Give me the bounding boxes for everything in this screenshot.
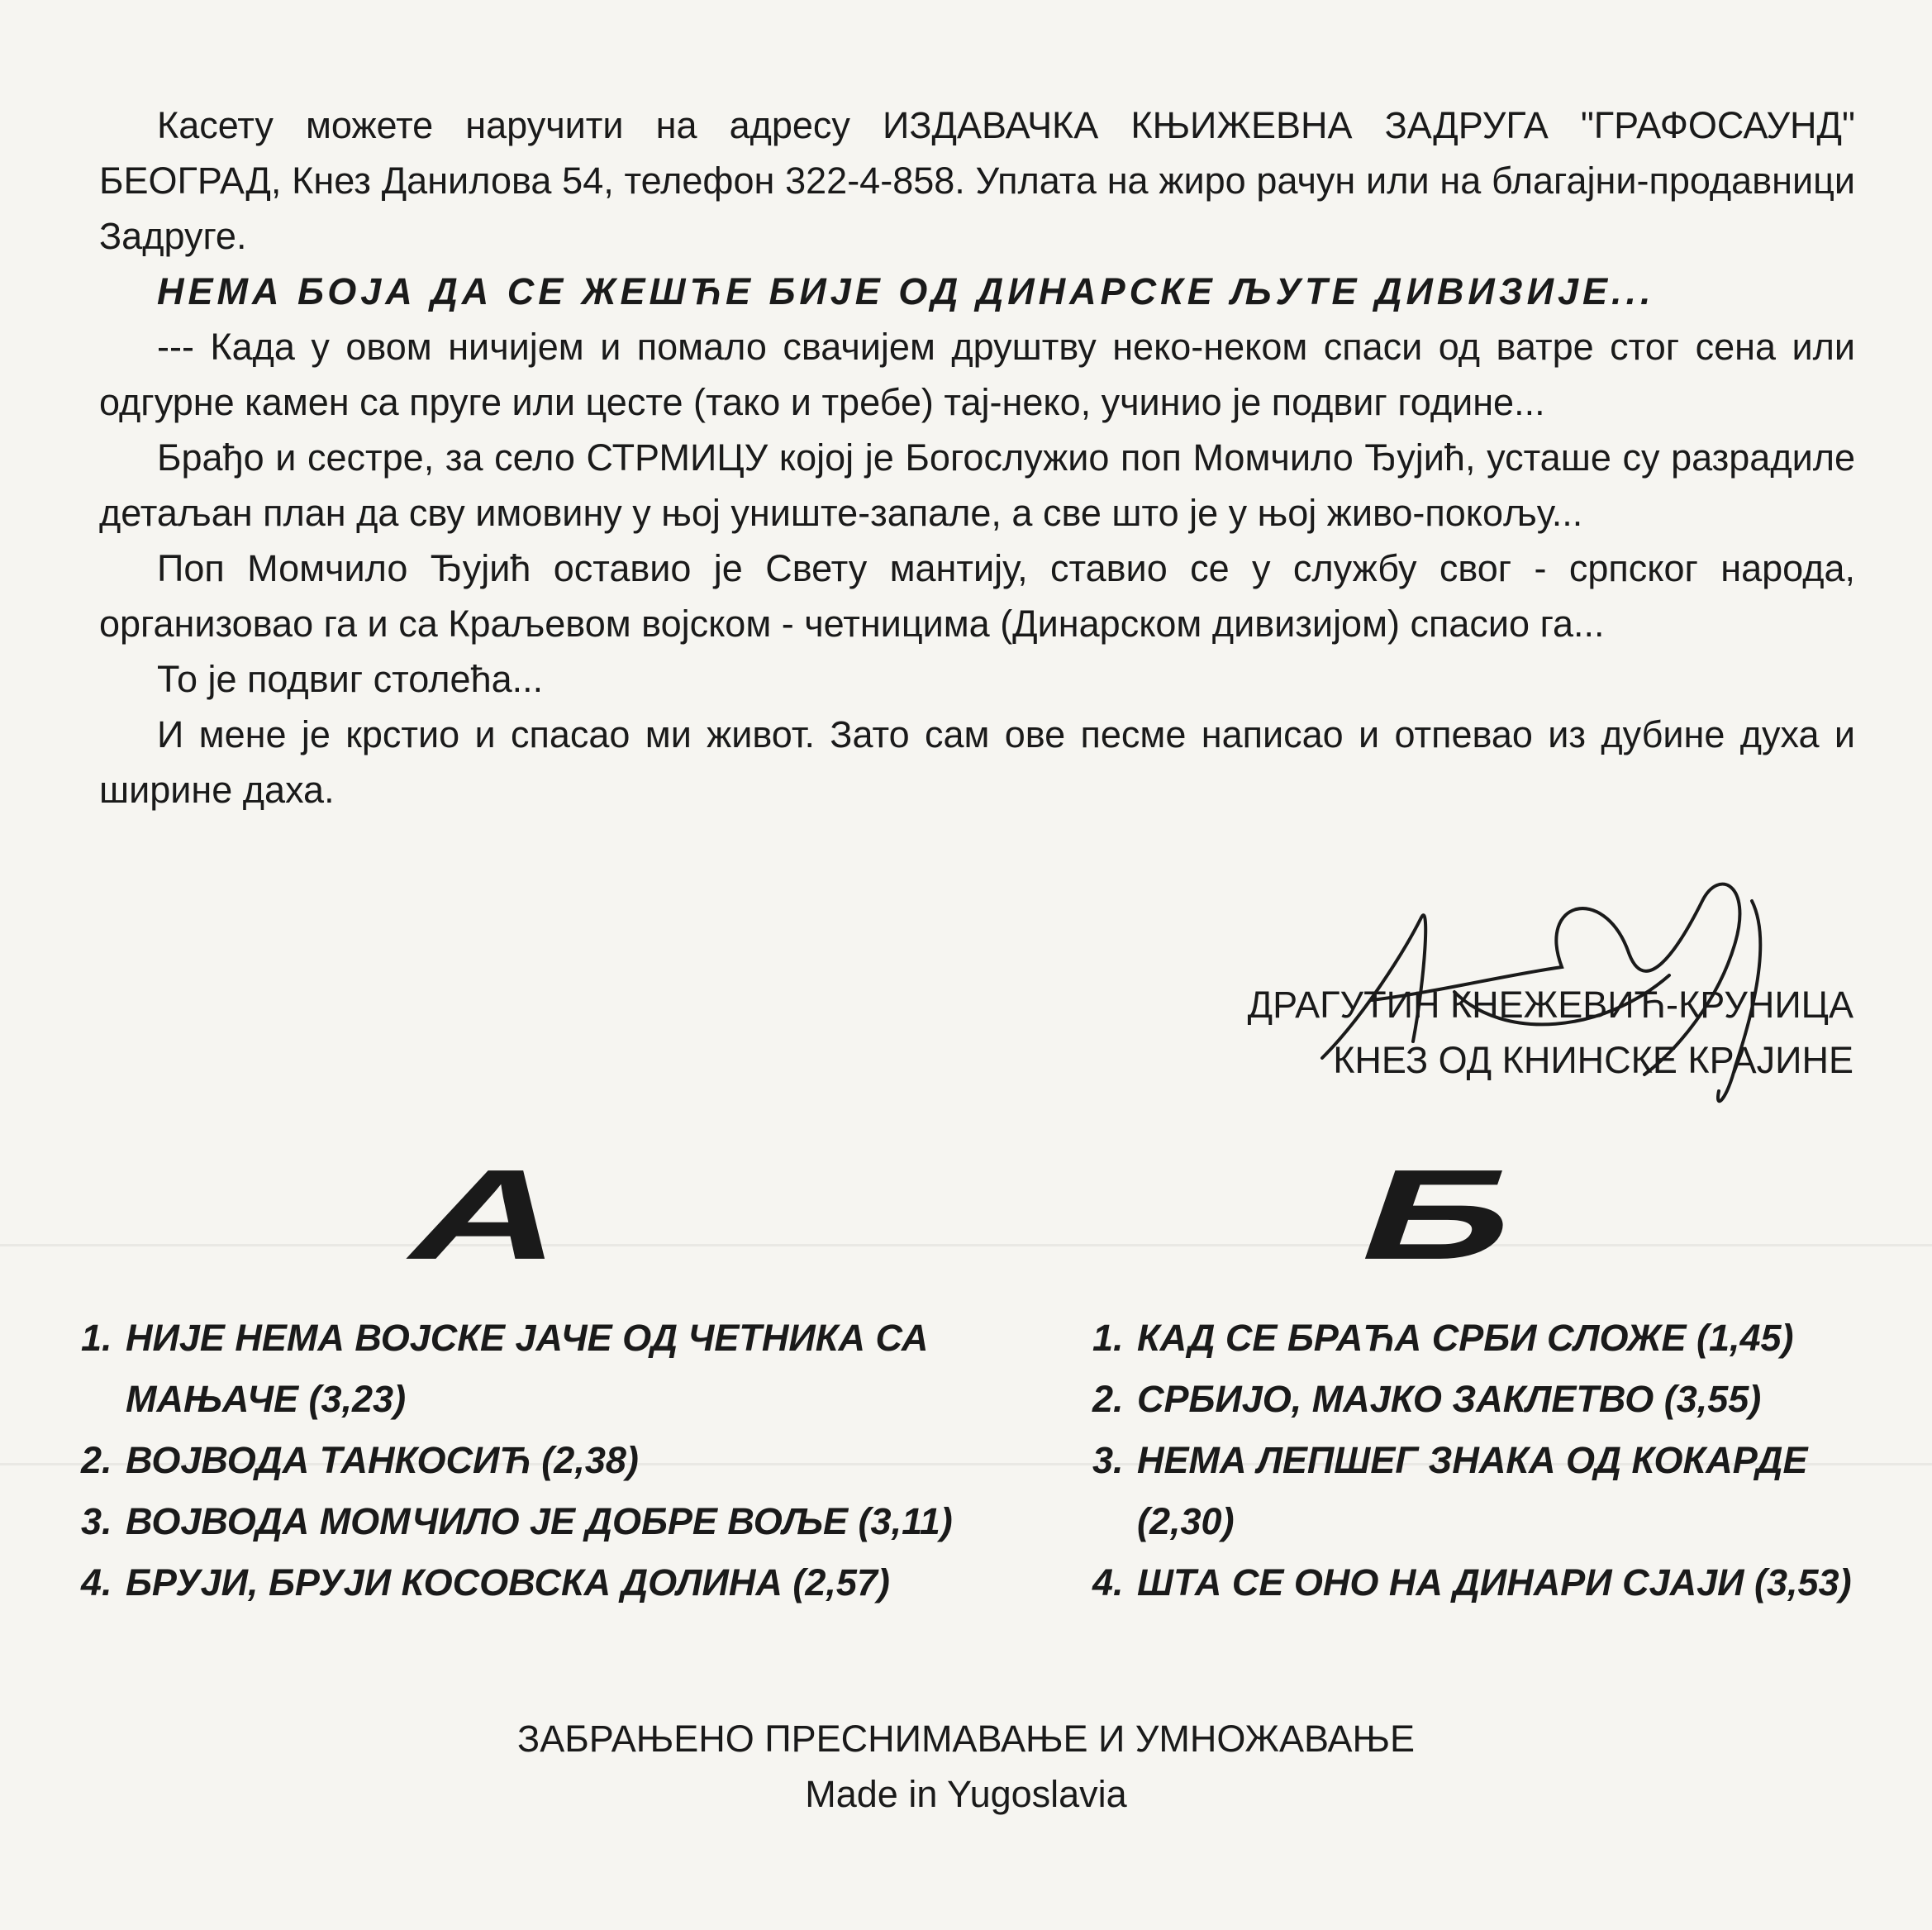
track-number: 2. (1092, 1378, 1124, 1420)
copyright-notice: ЗАБРАЊЕНО ПРЕСНИМАВАЊЕ И УМНОЖАВАЊЕ (517, 1718, 1415, 1760)
track-item (81, 1552, 1015, 1613)
liner-notes (99, 98, 1855, 817)
track-item (81, 1308, 1015, 1430)
track-title: ВОЈВОДА ТАНКОСИЋ (2,38) (126, 1439, 639, 1481)
track-number: 3. (1092, 1439, 1124, 1481)
motto-heading: НЕМА БОЈА ДА СЕ ЖЕШЋЕ БИЈЕ ОД ДИНАРСКЕ ЉУТЕ ДИВИЗИЈЕ... (157, 270, 1655, 312)
track-title: ВОЈВОДА МОМЧИЛО ЈЕ ДОБРЕ ВОЉЕ (3,11) (126, 1500, 953, 1542)
notes-paragraph: Поп Момчило Ђујић оставио је Свету мантију, ставио се у службу свог - српског народа, организовао га и са Краљевом војском - четницима (Динарском дивизијом) спасио га... (99, 547, 1855, 645)
track-number: 1. (81, 1317, 112, 1359)
track-number: 4. (1092, 1561, 1124, 1604)
track-item (81, 1430, 1015, 1491)
track-title: ШТА СЕ ОНО НА ДИНАРИ СЈАЈИ (3,53) (1137, 1561, 1852, 1604)
track-title: НИЈЕ НЕМА ВОЈСКЕ ЈАЧЕ ОД ЧЕТНИКА СА МАЊАЧЕ (3,23) (126, 1317, 929, 1420)
track-item (81, 1491, 1015, 1552)
notes-paragraph: То је подвиг столећа... (157, 658, 544, 700)
track-title: НЕМА ЛЕПШЕГ ЗНАКА ОД КОКАРДЕ (2,30) (1137, 1439, 1808, 1542)
side-a-label: А (391, 1142, 590, 1286)
notes-paragraph: Брађо и сестре, за село СТРМИЦУ којој је Богослужио поп Момчило Ђујић, усташе су разрадиле детаљан план да сву имовину у њој униште-запале, а све што је у њој живо-покољу... (99, 436, 1855, 534)
track-item (1092, 1552, 1869, 1613)
side-b-tracklist (1092, 1308, 1869, 1613)
side-a-tracklist (81, 1308, 1015, 1613)
notes-paragraph: --- Када у овом ничијем и помало свачијем друштву неко-неком спаси од ватре стог сена или одгурне камен са пруге или цесте (тако и требе) тај-неко, учинио је подвиг године... (99, 326, 1855, 423)
track-title: БРУЈИ, БРУЈИ КОСОВСКА ДОЛИНА (2,57) (126, 1561, 890, 1604)
track-item (1092, 1430, 1869, 1552)
track-number: 2. (81, 1439, 112, 1481)
track-number: 4. (81, 1561, 112, 1604)
track-item (1092, 1308, 1869, 1369)
author-name: ДРАГУТИН КНЕЖЕВИЋ-КРУНИЦА (1247, 984, 1853, 1026)
track-number: 3. (81, 1500, 112, 1542)
side-b-label: Б (1341, 1142, 1539, 1286)
notes-paragraph: И мене је крстио и спасао ми живот. Зато сам ове песме написао и отпевао из дубине духа и ширине даха. (99, 713, 1855, 811)
paper-fold-line (0, 1244, 1932, 1246)
track-number: 1. (1092, 1317, 1124, 1359)
order-info-paragraph: Касету можете наручити на адресу ИЗДАВАЧКА КЊИЖЕВНА ЗАДРУГА "ГРАФОСАУНД" БЕОГРАД, Кнез Данилова 54, телефон 322-4-858. Уплата на жиро рачун или на благајни-продавници Задруге. (99, 104, 1855, 257)
track-title: СРБИЈО, МАЈКО ЗАКЛЕТВО (3,55) (1137, 1378, 1762, 1420)
track-title: КАД СЕ БРАЋА СРБИ СЛОЖЕ (1,45) (1137, 1317, 1794, 1359)
track-item (1092, 1369, 1869, 1430)
author-title: КНЕЗ ОД КНИНСКЕ КРАЈИНЕ (1333, 1039, 1853, 1081)
signature-block (1248, 977, 1853, 1088)
origin-notice: Made in Yugoslavia (805, 1773, 1127, 1815)
